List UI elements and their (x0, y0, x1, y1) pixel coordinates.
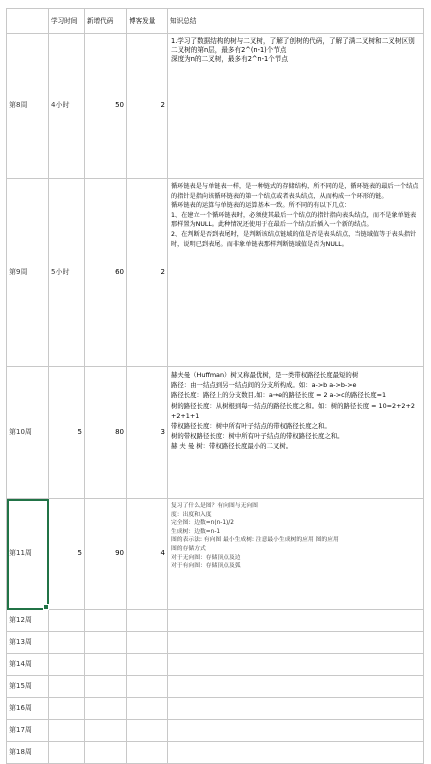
header-code[interactable]: 新增代码 (85, 9, 127, 34)
summary-line: 循环链表的运算与单链表的运算基本一致。所不同的有以下几点： (171, 202, 351, 210)
blogs-cell[interactable] (127, 720, 168, 742)
code-cell[interactable] (85, 632, 127, 654)
summary-cell[interactable] (168, 654, 424, 676)
summary-line: 带权路径长度：树中所有叶子结点的带权路径长度之和。 (171, 422, 331, 431)
table-row (7, 676, 424, 698)
summary-cell[interactable] (168, 720, 424, 742)
summary-line: 1、在建立一个循环链表时，必须使其最后一个结点的指针指向表头结点，而不是象单链表那样置为NULL。此种情况还使用于在最后一个结点后插入一个新的结点。 (171, 211, 417, 229)
code-cell[interactable] (85, 676, 127, 698)
summary-cell[interactable] (168, 610, 424, 632)
hours-cell[interactable]: 5 (49, 367, 85, 499)
table-row (7, 610, 424, 632)
hours-cell[interactable] (49, 676, 85, 698)
code-cell[interactable]: 60 (85, 179, 127, 367)
hours-cell[interactable] (49, 632, 85, 654)
table-row (7, 654, 424, 676)
summary-line: 对于有向图：存储顶点及弧 (171, 563, 241, 570)
table-row (7, 632, 424, 654)
header-row (7, 9, 424, 34)
blogs-cell[interactable] (127, 610, 168, 632)
week-cell[interactable]: 第12周 (7, 610, 49, 632)
week-cell[interactable]: 第14周 (7, 654, 49, 676)
code-cell[interactable] (85, 742, 127, 764)
summary-line: 复习了什么是图？有向图与无向图 (171, 503, 258, 509)
header-week[interactable] (7, 9, 49, 34)
summary-line: 树的带权路径长度：树中所有叶子结点的带权路径长度之和。 (171, 432, 344, 441)
summary-cell[interactable] (168, 499, 424, 610)
table-row (7, 499, 424, 610)
blogs-cell[interactable] (127, 698, 168, 720)
week-cell[interactable]: 第15周 (7, 676, 49, 698)
week-cell-selected[interactable]: 第11周 (7, 499, 49, 610)
blogs-cell[interactable]: 2 (127, 179, 168, 367)
summary-line: 图的表示法: 有向图 最小生成树: 注意最小生成树的应用 图的应用 (171, 537, 339, 544)
hours-cell[interactable]: 4小时 (49, 34, 85, 179)
summary-cell[interactable] (168, 367, 424, 499)
week-cell[interactable]: 第9周 (7, 179, 49, 367)
summary-cell[interactable] (168, 698, 424, 720)
week-cell[interactable]: 第17周 (7, 720, 49, 742)
code-cell[interactable]: 90 (85, 499, 127, 610)
summary-line: 完全图：边数=n(n-1)/2 (171, 520, 234, 527)
week-cell[interactable]: 第16周 (7, 698, 49, 720)
summary-line: 对于无向图：存储顶点及边 (171, 554, 241, 561)
code-cell[interactable]: 80 (85, 367, 127, 499)
blogs-cell[interactable] (127, 632, 168, 654)
hours-cell[interactable] (49, 742, 85, 764)
summary-line: 深度为n的二叉树，最多有2^n-1个节点 (171, 55, 288, 64)
header-hours[interactable]: 学习时间 (49, 9, 85, 34)
code-cell[interactable] (85, 654, 127, 676)
hours-cell[interactable] (49, 654, 85, 676)
code-cell[interactable] (85, 610, 127, 632)
table-row (7, 720, 424, 742)
spreadsheet-sheet (6, 8, 423, 756)
week-cell[interactable]: 第8周 (7, 34, 49, 179)
summary-line: 2、在判断是否到表尾时，是判断该结点链域的值是否是表头结点，当链域值等于表头指针时，说明已到表尾。而非象单链表那样判断链域值是否为NULL。 (171, 230, 417, 248)
summary-cell[interactable] (168, 179, 424, 367)
blogs-cell[interactable]: 3 (127, 367, 168, 499)
summary-line: 生成树：边数=n-1 (171, 528, 221, 535)
blogs-cell[interactable] (127, 654, 168, 676)
summary-line: 赫夫曼（Huffman）树又称最优树，是一类带权路径长度最短的树 (171, 371, 359, 379)
table-row (7, 742, 424, 764)
blogs-cell[interactable]: 4 (127, 499, 168, 610)
week-cell[interactable]: 第13周 (7, 632, 49, 654)
summary-line: 循环链表是与单链表一样，是一种链式的存储结构，所不同的是，循环链表的最后一个结点的指针是指向该循环链表的第一个结点或者表头结点，从而构成一个环形的链。 (171, 183, 419, 200)
code-cell[interactable]: 50 (85, 34, 127, 179)
hours-cell[interactable] (49, 698, 85, 720)
summary-line: 路径长度：路径上的分支数目,如：a→e的路径长度 = 2 a->c的路径长度=1 (171, 391, 387, 400)
hours-cell[interactable]: 5 (49, 499, 85, 610)
hours-cell[interactable] (49, 720, 85, 742)
code-cell[interactable] (85, 698, 127, 720)
code-cell[interactable] (85, 720, 127, 742)
summary-line: 树的路径长度：从树根到每一结点的路径长度之和。如：树的路径长度 = 10=2+2+2+2+1+1 (171, 401, 415, 420)
table-row (7, 367, 424, 499)
hours-cell[interactable]: 5小时 (49, 179, 85, 367)
header-blogs[interactable]: 博客发量 (127, 9, 168, 34)
summary-cell[interactable] (168, 742, 424, 764)
summary-cell[interactable] (168, 34, 424, 179)
table-row (7, 179, 424, 367)
hours-cell[interactable] (49, 610, 85, 632)
study-log-table (6, 8, 424, 764)
summary-line: 二叉树的第n层，最多有2^(n-1)个节点 (171, 46, 287, 55)
summary-cell[interactable] (168, 632, 424, 654)
summary-line: 度：出度和入度 (171, 511, 212, 518)
summary-line: 图的存储方式 (171, 545, 206, 552)
summary-cell[interactable] (168, 676, 424, 698)
blogs-cell[interactable] (127, 676, 168, 698)
week-cell[interactable]: 第10周 (7, 367, 49, 499)
table-row (7, 34, 424, 179)
summary-line: 1.学习了数据结构的树与二叉树，了解了创树的代码，了解了满二叉树和二叉树区别 (171, 37, 415, 45)
summary-line: 赫 夫 曼 树：带权路径长度最小的二叉树。 (171, 442, 293, 451)
summary-line: 路径：由一结点到另一结点间的分支所构成。如：a->b a->b->e (171, 381, 357, 390)
week-cell[interactable]: 第18周 (7, 742, 49, 764)
blogs-cell[interactable]: 2 (127, 34, 168, 179)
table-row (7, 698, 424, 720)
header-summary[interactable]: 知识总结 (168, 9, 424, 34)
blogs-cell[interactable] (127, 742, 168, 764)
